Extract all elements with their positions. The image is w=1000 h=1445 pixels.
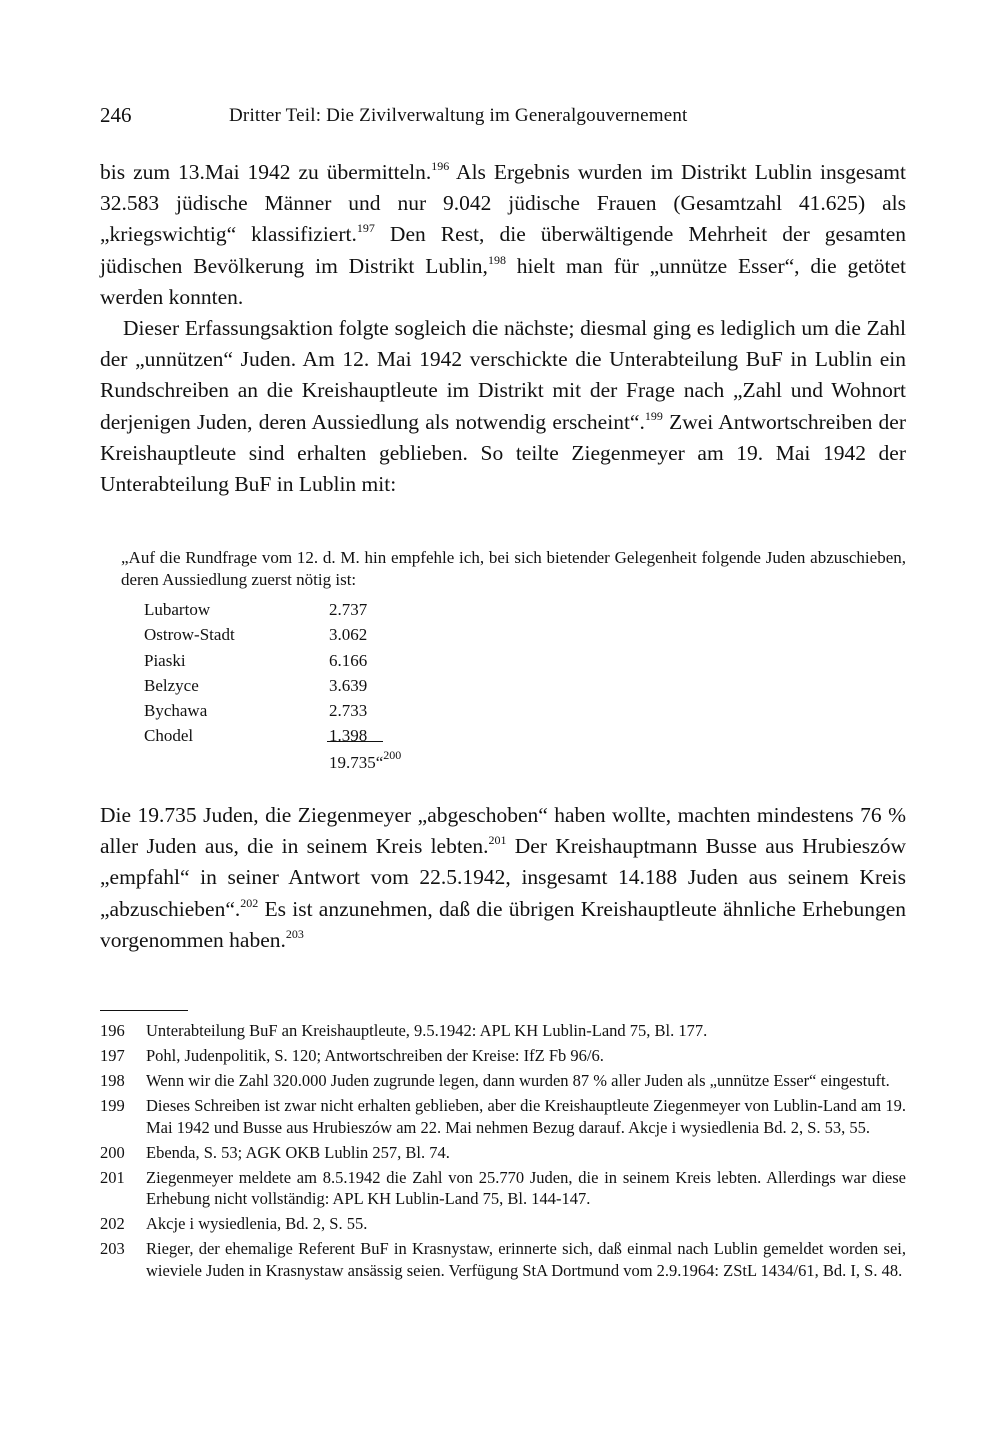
- jews-count: 3.062: [329, 625, 368, 645]
- total-count: [329, 748, 402, 773]
- footnote: [100, 1045, 906, 1067]
- paragraph-2: [100, 313, 906, 500]
- footnote-divider: [100, 1010, 188, 1011]
- place-name: Bychawa: [144, 701, 208, 721]
- footnote-number: 199: [100, 1096, 125, 1115]
- footnote: [100, 1238, 906, 1281]
- footnote-text: Wenn wir die Zahl 320.000 Juden zugrunde legen, dann wurden 87 % aller Juden als „unnütze Esser“ eingestuft.: [146, 1071, 890, 1090]
- footnote-number: 203: [100, 1239, 125, 1258]
- jews-count: 2.737: [329, 600, 368, 619]
- table-row: [144, 651, 444, 676]
- paragraph-text: Den Rest, die überwältigende Mehrheit der gesamten jüdischen Bevölkerung im Distrikt Lublin,: [100, 222, 906, 278]
- table-row: [144, 701, 444, 726]
- quote-table: [144, 600, 444, 772]
- paragraph-3: [100, 800, 906, 956]
- jews-count: 3.639: [329, 675, 368, 695]
- footnote-ref: 202: [240, 895, 259, 910]
- table-row: [144, 676, 444, 701]
- footnote-ref: 203: [285, 926, 304, 941]
- paragraph-text: Der Kreishauptmann Busse aus Hrubieszów „empfahl“ in seiner Antwort vom 22.5.1942, insgesamt 14.188 Juden aus seinem Kreis „abzuschieben“.: [100, 834, 906, 921]
- footnote-text: Ebenda, S. 53; AGK OKB Lublin 257, Bl. 74.: [146, 1142, 450, 1162]
- quote-intro: „Auf die Rundfrage vom 12. d. M. hin empfehle ich, bei sich bietender Gelegenheit folgende Juden abzuschieben, deren Aussiedlung zuerst nötig ist:: [121, 548, 906, 589]
- place-name: Piaski: [144, 650, 186, 670]
- paragraph-text: Zwei Antwortschreiben der Kreishauptleute sind erhalten geblieben. So teilte Ziegenmeyer am 19. Mai 1942 der Unterabteilung BuF in Lublin mit:: [100, 409, 906, 497]
- footnote-text: Pohl, Judenpolitik, S. 120; Antwortschreiben der Kreise: IfZ Fb 96/6.: [146, 1046, 604, 1065]
- paragraph-text: bis zum 13.Mai 1942 zu übermitteln.: [100, 160, 432, 184]
- footnote: [100, 1095, 906, 1138]
- jews-count: 6.166: [329, 650, 368, 670]
- footnote: [100, 1213, 906, 1235]
- paragraph-text: Die 19.735 Juden, die Ziegenmeyer „abgeschoben“ haben wollte, machten mindestens 76 % aller Juden aus, die in seinem Kreis lebten.: [100, 803, 906, 859]
- total-value: 19.735“: [329, 753, 384, 772]
- place-name: Chodel: [144, 726, 194, 746]
- footnote: [100, 1167, 906, 1210]
- footnote-number: 198: [100, 1071, 125, 1090]
- footnote-number: 197: [100, 1046, 125, 1065]
- jews-count: 1.398: [329, 726, 368, 746]
- jews-count: 2.733: [329, 701, 368, 721]
- footnote-ref: 201: [488, 833, 507, 848]
- sum-rule: [327, 741, 383, 742]
- paragraph-1: [100, 157, 906, 313]
- place-name: Lubartow: [144, 600, 211, 619]
- table-row: [144, 600, 444, 625]
- footnote-ref: 200: [383, 748, 402, 762]
- footnote-text: Unterabteilung BuF an Kreishauptleute, 9.5.1942: APL KH Lublin-Land 75, Bl. 177.: [146, 1021, 708, 1040]
- footnote: [100, 1070, 906, 1092]
- footnote-ref: 198: [487, 252, 506, 267]
- page-header: [100, 103, 906, 133]
- footnote-ref: 199: [644, 408, 663, 423]
- footnote-text: Akcje i wysiedlenia, Bd. 2, S. 55.: [146, 1214, 368, 1233]
- footnote-number: 200: [100, 1142, 125, 1162]
- place-name: Ostrow-Stadt: [144, 625, 235, 645]
- table-row: [144, 625, 444, 650]
- place-name: Belzyce: [144, 675, 199, 695]
- footnote-text: Rieger, der ehemalige Referent BuF in Krasnystaw, erinnerte sich, daß einmal nach Lublin gemeldet worden sei, wieviele Juden in Krasnystaw ansässig seien. Verfügung StA Dortmund vom 2.9.1964: ZStL 1434/61, Bd. I, S. 48.: [146, 1239, 906, 1280]
- footnotes: [100, 1020, 906, 1285]
- footnote: [100, 1020, 906, 1042]
- paragraph-text: hielt man für „unnütze Esser“, die getötet werden konnten.: [100, 253, 906, 309]
- footnote-number: 196: [100, 1021, 125, 1040]
- footnote-number: 201: [100, 1167, 125, 1187]
- footnote-number: 202: [100, 1214, 125, 1233]
- footnote: [100, 1142, 906, 1164]
- footnote-text: Ziegenmeyer meldete am 8.5.1942 die Zahl von 25.770 Juden, die in seinem Kreis lebten. Allerdings war diese Erhebung nicht vollständig: APL KH Lublin-Land 75, Bl. 144-147.: [146, 1167, 906, 1208]
- running-title: Dritter Teil: Die Zivilverwaltung im Generalgouvernement: [229, 105, 688, 126]
- footnote-ref: 197: [356, 221, 375, 236]
- paragraph-text: Als Ergebnis wurden im Distrikt Lublin insgesamt 32.583 jüdische Männer und nur 9.042 jüdische Frauen (Gesamtzahl 41.625) als „kriegswichtig“ klassifiziert.: [100, 160, 906, 247]
- paragraph-text: Dieser Erfassungsaktion folgte sogleich die nächste; diesmal ging es lediglich um die Zahl der „unnützen“ Juden. Am 12. Mai 1942 verschickte die Unterabteilung BuF in Lublin ein Rundschreiben an die Kreishauptleute im Distrikt mit der Frage nach „Zahl und Wohnort derjenigen Juden, deren Aussiedlung als notwendig erscheint“.: [100, 316, 906, 434]
- footnote-text: Dieses Schreiben ist zwar nicht erhalten geblieben, aber die Kreishauptleute Ziegenmeyer von Lublin-Land am 19. Mai 1942 und Busse aus Hrubieszów am 22. Mai nehmen Bezug darauf. Akcje i wysiedlenia Bd. 2, S. 53, 55.: [146, 1096, 906, 1137]
- page-number: 246: [100, 103, 132, 127]
- footnote-ref: 196: [431, 159, 450, 173]
- paragraph-text: Es ist anzunehmen, daß die übrigen Kreishauptleute ähnliche Erhebungen vorgenommen haben.: [100, 896, 906, 952]
- block-quote: [121, 547, 906, 591]
